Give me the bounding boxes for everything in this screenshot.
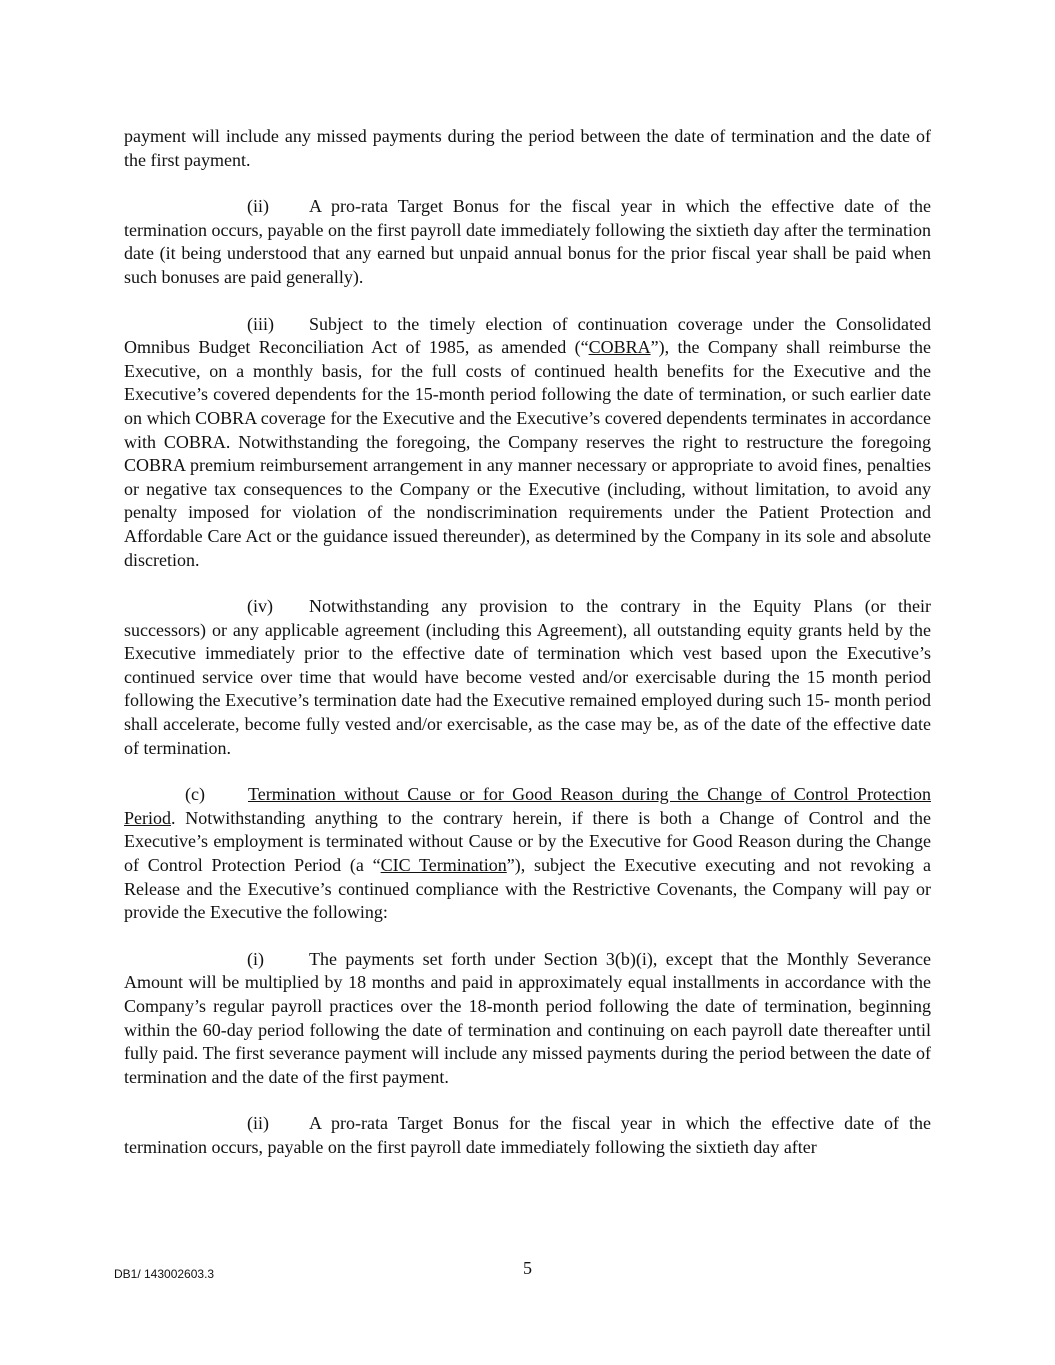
document-id: DB1/ 143002603.3 bbox=[114, 1267, 215, 1281]
page-number: 5 bbox=[523, 1258, 532, 1278]
paragraph-text: The payments set forth under Section 3(b)(i), except that the Monthly Severance Amount will be multiplied by 18 months and paid in approximately equal installments in accordance with the Company’s regular payroll practices over the 18-month period following the date of termination, beginning within the 60-day period following the date of termination and continuing on each payroll date thereafter until fully paid. The first severance payment will include any missed payments during the period between the date of termination and the date of the first payment. bbox=[124, 948, 931, 1087]
paragraph-c bbox=[124, 783, 931, 925]
clause-number: (ii) bbox=[247, 1113, 269, 1134]
paragraph-c-i bbox=[124, 948, 931, 1090]
paragraph-text: ”), subject the Executive executing and not revoking a Release and the Executive’s continued compliance with the Restrictive Covenants, the Company will pay or provide the Executive the following: bbox=[124, 855, 931, 923]
paragraph-b-iii bbox=[124, 313, 931, 573]
paragraph-text: A pro-rata Target Bonus for the fiscal year in which the effective date of the termination occurs, payable on the first payroll date immediately following the sixtieth day after the termination date (it being understood that any earned but unpaid annual bonus for the prior fiscal year shall be paid when such bonuses are paid generally). bbox=[124, 196, 931, 287]
paragraph-c-ii bbox=[124, 1112, 931, 1159]
paragraph-text: Subject to the timely election of continuation coverage under the Consolidated Omnibus Budget Reconciliation Act of 1985, as amended (“ bbox=[124, 313, 931, 358]
clause-number: (i) bbox=[247, 948, 264, 969]
clause-number: (iv) bbox=[247, 596, 273, 617]
clause-number: (iii) bbox=[247, 313, 274, 334]
paragraph-b-iv bbox=[124, 595, 931, 760]
paragraph-text: A pro-rata Target Bonus for the fiscal year in which the effective date of the termination occurs, payable on the first payroll date immediately following the sixtieth day after bbox=[124, 1113, 931, 1157]
paragraph-b-ii bbox=[124, 195, 931, 289]
clause-number: (ii) bbox=[247, 196, 269, 217]
paragraph-text: . Notwithstanding anything to the contrary herein, if there is both a Change of Control and the Executive’s employment is terminated without Cause or by the Executive for Good Reason during the Change of Control Protection Period (a “ bbox=[124, 807, 931, 876]
document-body bbox=[124, 125, 931, 1183]
section-heading: Termination without Cause or for Good Reason during the Change of Control Protection Period bbox=[124, 784, 931, 828]
paragraph-text: Notwithstanding any provision to the contrary in the Equity Plans (or their successors) or any applicable agreement (including this Agreement), all outstanding equity grants held by the Executive immediately prior to the effective date of termination which vest based upon the Executive’s continued service over time that would have become vested and/or exercisable during the 15 month period following the Executive’s termination date had the Executive remained employed during such 15- month period shall accelerate, become fully vested and/or exercisable, as the case may be, as of the date of the effective date of termination. bbox=[124, 596, 931, 758]
clause-number: (c) bbox=[185, 784, 205, 805]
paragraph-text: ”), the Company shall reimburse the Executive, on a monthly basis, for the full costs of continued health benefits for the Executive and the Executive’s covered dependents for the 15-month period following the date of termination, or such earlier date on which COBRA coverage for the Executive and the Executive’s covered dependents terminates in accordance with COBRA. Notwithstanding the foregoing, the Company reserves the right to restructure the foregoing COBRA premium reimbursement arrangement in any manner necessary or appropriate to avoid fines, penalties or negative tax consequences to the Company or the Executive (including, without limitation, to avoid any penalty imposed for violation of the nondiscrimination requirements under the Patient Protection and Affordable Care Act or the guidance issued thereunder), as determined by the Company in its sole and absolute discretion. bbox=[124, 337, 932, 570]
paragraph-continuation: payment will include any missed payments during the period between the date of termination and the date of the first payment. bbox=[124, 126, 931, 170]
defined-term-cobra: COBRA bbox=[588, 337, 651, 358]
defined-term-cic-termination: CIC Termination bbox=[380, 855, 507, 876]
